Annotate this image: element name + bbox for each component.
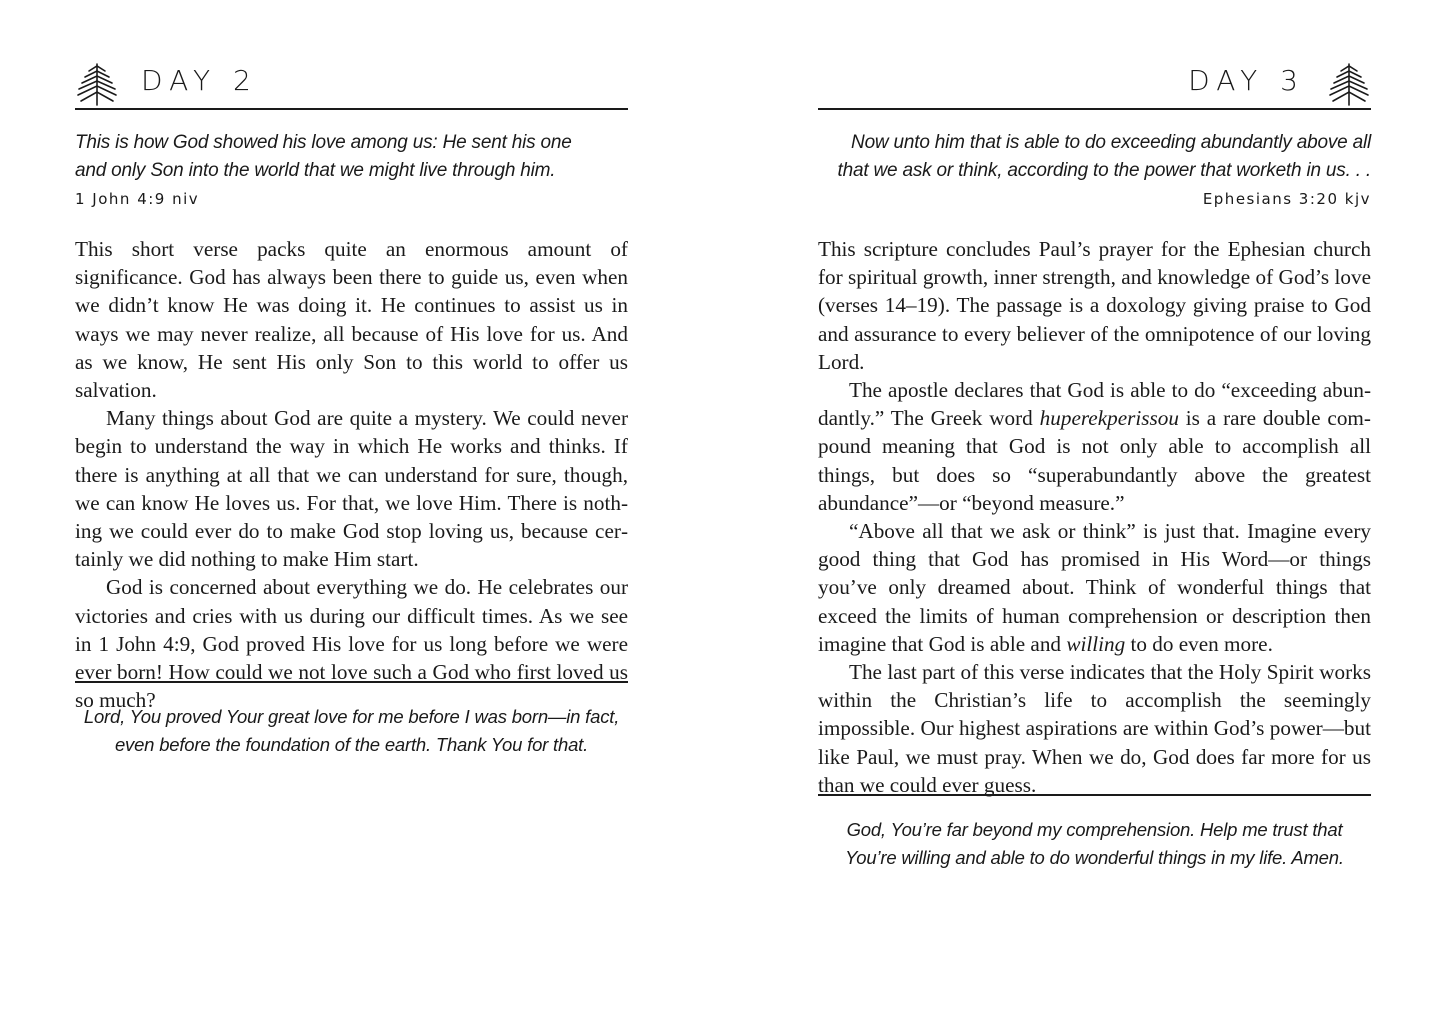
body-paragraph: The last part of this verse indicates that the Holy Spirit works within the Christian’s life to accomplish the seemingly impossible. Our highest aspirations are within God’s power—but like Paul, we must pray. When we do, God does far more for us than we could ever guess.: [818, 660, 1371, 797]
verse-line: and only Son into the world that we might live through him.: [75, 160, 556, 181]
divider: [75, 681, 628, 683]
prayer: [818, 816, 1371, 872]
verse-reference: Ephesians 3:20 kjv: [1202, 190, 1371, 208]
scripture-verse: [818, 129, 1371, 213]
paragraph-text: is a rare double compound meaning that God is not only able to accomplish all things, but does so “superabundantly above the greatest abundance”—or “beyond measure.”: [818, 406, 1371, 515]
paragraph-text: “Above all that we ask or think” is just that. Imagine every good thing that God has promised in His Word—or things you’ve only dreamed about. Think of wonderful things that exceed the limits of human comprehension or description then imagine that God is able and: [818, 519, 1371, 656]
devotional-body: [818, 235, 1371, 799]
body-paragraph: God is concerned about everything we do. He celebrates our victories and cries with us during our difficult times. As we see in 1 John 4:9, God proved His love for us long before we were ever born! How could we not love such a God who first loved us so much?: [75, 575, 628, 713]
emphasis-word: willing: [1066, 631, 1126, 656]
body-paragraph: [818, 376, 1371, 517]
devotional-body: [75, 235, 628, 714]
prayer-line: even before the foundation of the earth. Thank You for that.: [114, 734, 589, 755]
leaf-icon: [75, 62, 119, 106]
paragraph-text: to do even more.: [1125, 631, 1273, 656]
divider: [818, 794, 1371, 796]
paragraph-text: The apostle declares that God is able to do “exceeding abundantly.” The Greek word: [818, 378, 1371, 431]
verse-line: This is how God showed his love among us: He sent his one: [75, 132, 572, 153]
scripture-verse: [75, 129, 628, 213]
verse-line: that we ask or think, according to the power that worketh in us. . .: [837, 160, 1371, 181]
body-paragraph: Many things about God are quite a mystery. We could never begin to understand the way in which He works and thinks. If there is anything at all that we can understand for sure, though, we can know He loves us. For that, we love Him. There is nothing we could ever do to make God stop loving us, because certainly we did nothing to make Him start.: [75, 406, 628, 572]
verse-reference: 1 John 4:9 niv: [75, 190, 200, 208]
prayer-line: Lord, You proved Your great love for me before I was born—in fact,: [83, 706, 620, 727]
prayer: [75, 703, 628, 759]
verse-line: Now unto him that is able to do exceeding abundantly above all: [851, 132, 1371, 153]
day-header: [818, 58, 1371, 110]
day-header: [75, 58, 628, 110]
leaf-icon: [1327, 62, 1371, 106]
day-title: DAY 2: [141, 64, 258, 97]
body-paragraph: This short verse packs quite an enormous amount of significance. God has always been there to guide us, even when we didn’t know He was doing it. He continues to assist us in ways we may never realize, all because of His love for us. And as we know, He sent His only Son to this world to offer us salvation.: [75, 237, 628, 403]
day-title: DAY 3: [1188, 64, 1305, 97]
body-paragraph: This scripture concludes Paul’s prayer for the Ephesian church for spiritual growth, inner strength, and knowledge of God’s love (verses 14–19). The passage is a doxology giving praise to God and assurance to every believer of the omnipotence of our loving Lord.: [818, 237, 1371, 374]
body-paragraph: [818, 517, 1371, 658]
prayer-line: You’re willing and able to do wonderful things in my life. Amen.: [845, 847, 1344, 868]
prayer-line: God, You’re far beyond my comprehension. Help me trust that: [846, 819, 1343, 840]
greek-word: huperekperissou: [1039, 406, 1179, 431]
